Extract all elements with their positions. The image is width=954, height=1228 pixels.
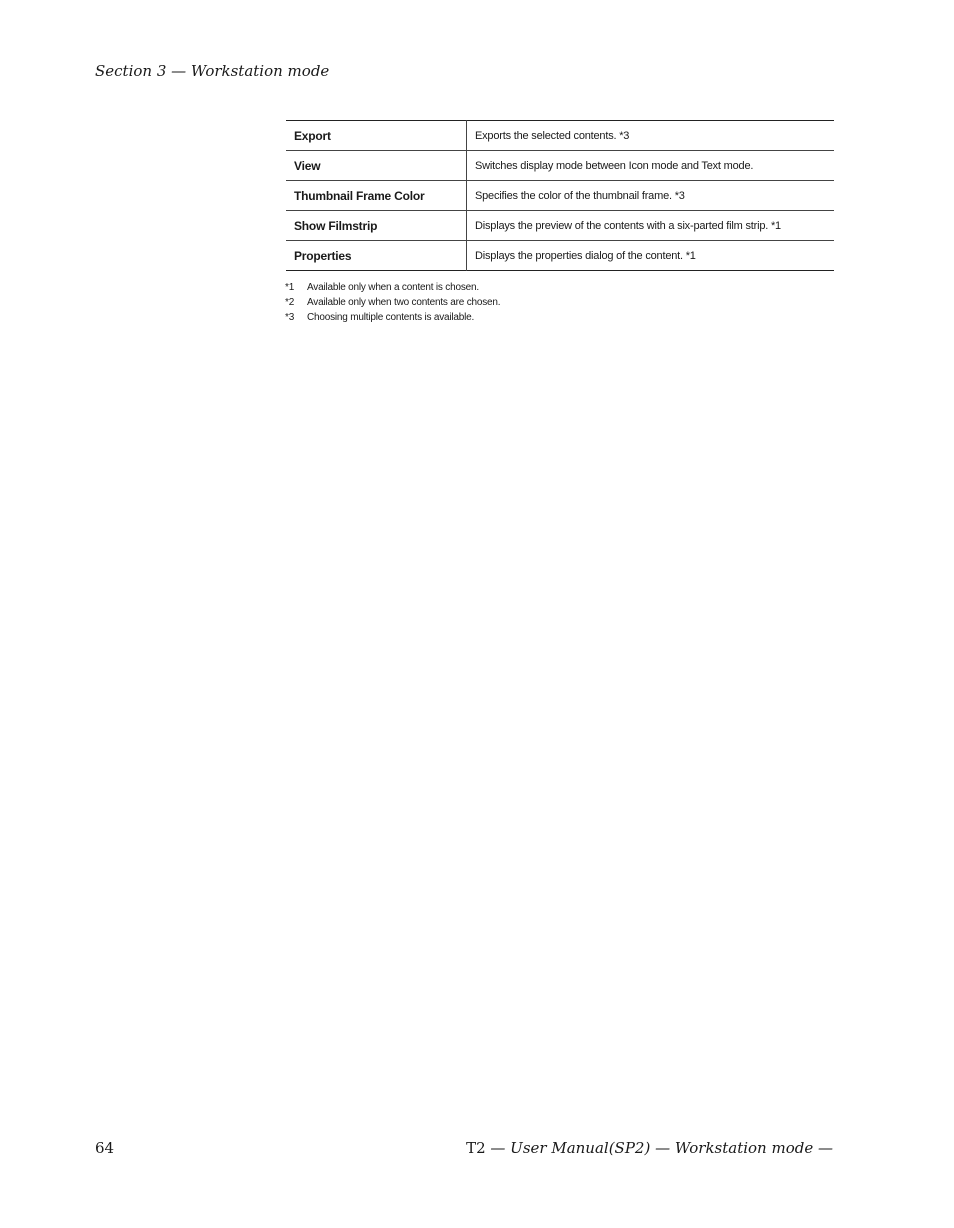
page-number: 64	[95, 1139, 115, 1157]
footnotes	[285, 280, 500, 325]
command-name: Properties	[286, 241, 467, 271]
footnote-mark: *3	[285, 312, 295, 323]
command-name: Export	[286, 121, 467, 151]
table-row	[286, 211, 834, 241]
footnote-text: Available only when two contents are chosen.	[307, 297, 501, 308]
footer-doc-title: — User Manual(SP2) — Workstation mode —	[490, 1139, 833, 1157]
footnote-text: Available only when a content is chosen.	[307, 282, 479, 293]
footnote	[285, 295, 500, 310]
command-description: Exports the selected contents. *3	[467, 121, 835, 151]
command-name: Show Filmstrip	[286, 211, 467, 241]
command-table	[286, 120, 834, 271]
table-row	[286, 121, 834, 151]
footnote-text: Choosing multiple contents is available.	[307, 312, 475, 323]
footer-product: T2	[466, 1139, 486, 1157]
command-description: Switches display mode between Icon mode and Text mode.	[467, 151, 835, 181]
command-name: Thumbnail Frame Color	[286, 181, 467, 211]
command-name: View	[286, 151, 467, 181]
command-description: Displays the properties dialog of the content. *1	[475, 249, 696, 262]
section-header: Section 3 — Workstation mode	[95, 62, 330, 80]
footnote-mark: *1	[285, 282, 295, 293]
footnote	[285, 280, 500, 295]
table-row	[286, 181, 834, 211]
footer-title	[466, 1139, 833, 1157]
command-description: Displays the preview of the contents with a six-parted film strip. *1	[467, 211, 835, 241]
table-row	[286, 241, 834, 271]
footnote-mark: *2	[285, 297, 295, 308]
table-row	[286, 151, 834, 181]
command-description: Specifies the color of the thumbnail frame. *3	[467, 181, 835, 211]
footnote	[285, 310, 500, 325]
